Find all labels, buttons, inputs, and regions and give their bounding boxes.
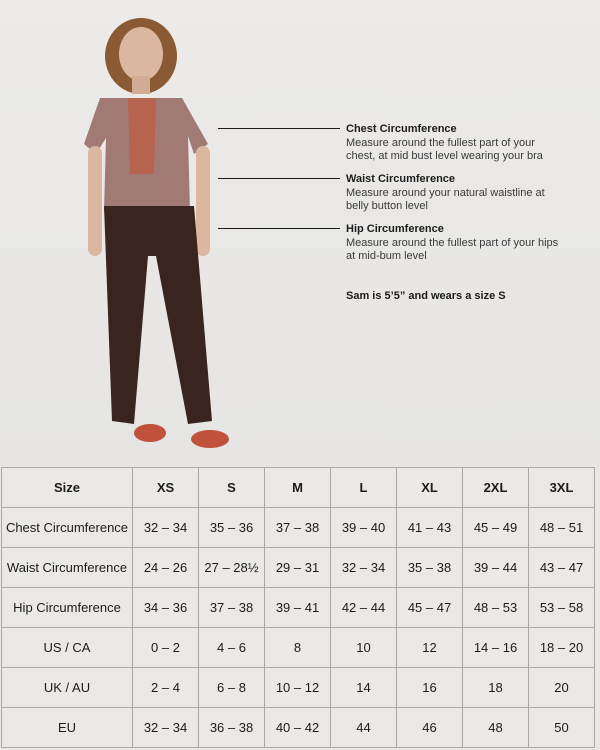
- size-value-cell: 34 – 36: [133, 588, 199, 628]
- size-row: [2, 668, 595, 708]
- size-header-cell: 3XL: [529, 468, 595, 508]
- waist-callout: [346, 173, 566, 214]
- size-chart-table: [1, 467, 595, 748]
- size-value-cell: 46: [397, 708, 463, 748]
- size-row: [2, 708, 595, 748]
- size-value-cell: 40 – 42: [265, 708, 331, 748]
- size-value-cell: 45 – 47: [397, 588, 463, 628]
- size-value-cell: 32 – 34: [133, 708, 199, 748]
- size-row: [2, 508, 595, 548]
- size-value-cell: 14 – 16: [463, 628, 529, 668]
- size-row: [2, 548, 595, 588]
- model-size-note: Sam is 5’5” and wears a size S: [346, 290, 506, 302]
- size-value-cell: 10 – 12: [265, 668, 331, 708]
- size-value-cell: 50: [529, 708, 595, 748]
- size-row: [2, 588, 595, 628]
- hip-callout-line: [218, 228, 340, 229]
- size-value-cell: 0 – 2: [133, 628, 199, 668]
- size-value-cell: 18 – 20: [529, 628, 595, 668]
- size-value-cell: 42 – 44: [331, 588, 397, 628]
- measurement-label: Chest Circumference: [2, 508, 133, 548]
- size-value-cell: 44: [331, 708, 397, 748]
- size-value-cell: 20: [529, 668, 595, 708]
- size-header-label: Size: [2, 468, 133, 508]
- model-figure-illustration: [60, 16, 250, 456]
- measurement-label: Waist Circumference: [2, 548, 133, 588]
- size-value-cell: 29 – 31: [265, 548, 331, 588]
- size-value-cell: 43 – 47: [529, 548, 595, 588]
- size-value-cell: 32 – 34: [133, 508, 199, 548]
- chest-callout-desc-2: chest, at mid bust level wearing your bra: [346, 150, 543, 162]
- size-header-cell: XS: [133, 468, 199, 508]
- hip-callout-desc-2: at mid-bum level: [346, 250, 427, 262]
- size-value-cell: 48: [463, 708, 529, 748]
- size-header-cell: XL: [397, 468, 463, 508]
- size-value-cell: 6 – 8: [199, 668, 265, 708]
- size-header-cell: M: [265, 468, 331, 508]
- measurement-label: UK / AU: [2, 668, 133, 708]
- chest-callout-desc-1: Measure around the fullest part of your: [346, 136, 535, 149]
- size-row: [2, 628, 595, 668]
- size-value-cell: 10: [331, 628, 397, 668]
- size-value-cell: 36 – 38: [199, 708, 265, 748]
- hip-callout-title: Hip Circumference: [346, 223, 444, 235]
- size-value-cell: 48 – 53: [463, 588, 529, 628]
- size-value-cell: 39 – 41: [265, 588, 331, 628]
- waist-callout-desc-1: Measure around your natural waistline at: [346, 186, 545, 199]
- hip-callout-desc-1: Measure around the fullest part of your hips: [346, 236, 559, 249]
- size-value-cell: 4 – 6: [199, 628, 265, 668]
- size-header-cell: L: [331, 468, 397, 508]
- size-value-cell: 18: [463, 668, 529, 708]
- size-value-cell: 37 – 38: [199, 588, 265, 628]
- size-header-row: [2, 468, 595, 508]
- size-value-cell: 12: [397, 628, 463, 668]
- size-value-cell: 37 – 38: [265, 508, 331, 548]
- size-header-cell: 2XL: [463, 468, 529, 508]
- size-value-cell: 39 – 44: [463, 548, 529, 588]
- chest-callout: [346, 123, 566, 164]
- waist-callout-desc-2: belly button level: [346, 200, 428, 212]
- size-value-cell: 41 – 43: [397, 508, 463, 548]
- size-header-cell: S: [199, 468, 265, 508]
- size-value-cell: 16: [397, 668, 463, 708]
- size-value-cell: 39 – 40: [331, 508, 397, 548]
- size-value-cell: 35 – 36: [199, 508, 265, 548]
- measurement-label: US / CA: [2, 628, 133, 668]
- chest-callout-title: Chest Circumference: [346, 123, 457, 135]
- size-value-cell: 8: [265, 628, 331, 668]
- hip-callout: [346, 223, 566, 264]
- size-value-cell: 48 – 51: [529, 508, 595, 548]
- size-value-cell: 24 – 26: [133, 548, 199, 588]
- size-value-cell: 14: [331, 668, 397, 708]
- chest-callout-line: [218, 128, 340, 129]
- measurement-label: EU: [2, 708, 133, 748]
- size-value-cell: 27 – 28½: [199, 548, 265, 588]
- size-value-cell: 45 – 49: [463, 508, 529, 548]
- waist-callout-line: [218, 178, 340, 179]
- measurement-label: Hip Circumference: [2, 588, 133, 628]
- size-value-cell: 32 – 34: [331, 548, 397, 588]
- size-value-cell: 35 – 38: [397, 548, 463, 588]
- waist-callout-title: Waist Circumference: [346, 173, 456, 185]
- size-value-cell: 2 – 4: [133, 668, 199, 708]
- size-value-cell: 53 – 58: [529, 588, 595, 628]
